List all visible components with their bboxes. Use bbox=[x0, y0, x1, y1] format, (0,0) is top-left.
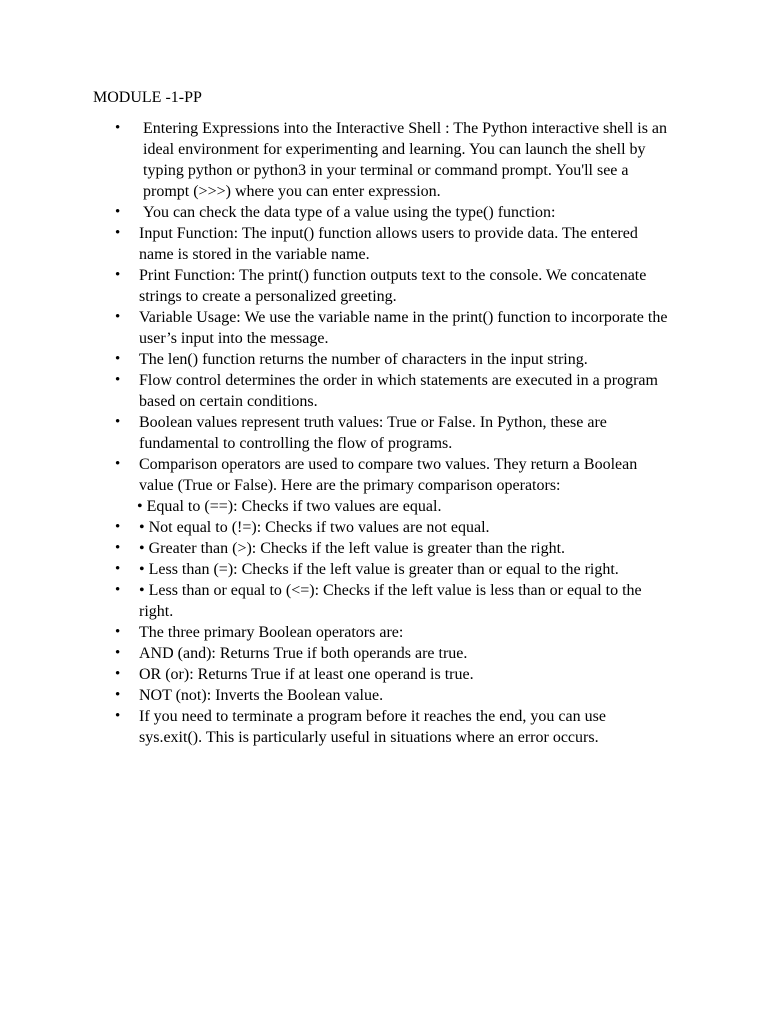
bullet-icon: • bbox=[115, 687, 121, 703]
list-item-text: The three primary Boolean operators are: bbox=[139, 624, 404, 641]
list-item bbox=[0, 538, 768, 559]
list-item bbox=[0, 685, 768, 706]
list-item bbox=[0, 202, 768, 223]
list-item-text: Entering Expressions into the Interactive Shell : The Python interactive shell is an ideal environment for experimenting and learning. You can launch the shell by typing python or python3 in your terminal or command prompt. You'll see a prompt (>>>) where you can enter expression. bbox=[143, 120, 668, 200]
bullet-icon: • bbox=[115, 582, 121, 598]
bullet-icon: • bbox=[115, 561, 121, 577]
list-item-text: • Less than or equal to (<=): Checks if the left value is less than or equal to the right. bbox=[139, 582, 642, 620]
list-item-text: Input Function: The input() function allows users to provide data. The entered name is stored in the variable name. bbox=[139, 225, 638, 263]
list-item bbox=[0, 664, 768, 685]
list-item bbox=[0, 706, 768, 748]
bullet-icon: • bbox=[115, 456, 121, 472]
list-item bbox=[0, 559, 768, 580]
bullet-icon: • bbox=[115, 624, 121, 640]
list-item bbox=[0, 643, 768, 664]
list-item bbox=[0, 307, 768, 349]
list-item bbox=[0, 349, 768, 370]
bullet-icon: • bbox=[115, 666, 121, 682]
list-item-text: AND (and): Returns True if both operands are true. bbox=[139, 645, 468, 662]
list-item-text: Comparison operators are used to compare two values. They return a Boolean value (True or False). Here are the primary comparison operators: bbox=[139, 456, 638, 494]
list-item bbox=[0, 223, 768, 265]
list-item-text: Print Function: The print() function outputs text to the console. We concatenate strings to create a personalized greeting. bbox=[139, 267, 647, 305]
list-item bbox=[0, 412, 768, 454]
bullet-icon: • bbox=[115, 540, 121, 556]
list-item bbox=[0, 370, 768, 412]
bullet-icon: • bbox=[115, 645, 121, 661]
list-item-text: If you need to terminate a program before it reaches the end, you can use sys.exit(). This is particularly useful in situations where an error occurs. bbox=[139, 708, 606, 746]
list-item-text: Flow control determines the order in which statements are executed in a program based on certain conditions. bbox=[139, 372, 658, 410]
list-item-text: • Less than (=): Checks if the left value is greater than or equal to the right. bbox=[139, 561, 619, 578]
list-item bbox=[0, 454, 768, 496]
list-item-text: NOT (not): Inverts the Boolean value. bbox=[139, 687, 384, 704]
bullet-icon: • bbox=[115, 309, 121, 325]
list-item bbox=[0, 118, 768, 202]
bullet-icon: • bbox=[115, 414, 121, 430]
list-item-text: You can check the data type of a value using the type() function: bbox=[143, 204, 556, 221]
list-item bbox=[0, 517, 768, 538]
list-item bbox=[0, 622, 768, 643]
page-title: MODULE -1-PP bbox=[93, 89, 202, 106]
bullet-icon: • bbox=[115, 519, 121, 535]
list-item-text: Boolean values represent truth values: True or False. In Python, these are fundamental to controlling the flow of programs. bbox=[139, 414, 607, 452]
list-item bbox=[0, 580, 768, 622]
bullet-icon: • bbox=[115, 204, 121, 220]
bullet-icon: • bbox=[115, 120, 121, 136]
list-item-text: • Equal to (==): Checks if two values are equal. bbox=[137, 498, 442, 515]
list-item-text: Variable Usage: We use the variable name in the print() function to incorporate the user’s input into the message. bbox=[139, 309, 668, 347]
list-item-text: • Greater than (>): Checks if the left value is greater than the right. bbox=[139, 540, 566, 557]
list-item bbox=[0, 496, 768, 517]
bullet-icon: • bbox=[115, 351, 121, 367]
bullet-icon: • bbox=[115, 708, 121, 724]
list-item-text: The len() function returns the number of characters in the input string. bbox=[139, 351, 588, 368]
bullet-icon: • bbox=[115, 225, 121, 241]
list-item bbox=[0, 265, 768, 307]
bullet-icon: • bbox=[115, 372, 121, 388]
list-item-text: • Not equal to (!=): Checks if two values are not equal. bbox=[139, 519, 490, 536]
bullet-list bbox=[0, 118, 768, 748]
bullet-icon: • bbox=[115, 267, 121, 283]
list-item-text: OR (or): Returns True if at least one operand is true. bbox=[139, 666, 474, 683]
